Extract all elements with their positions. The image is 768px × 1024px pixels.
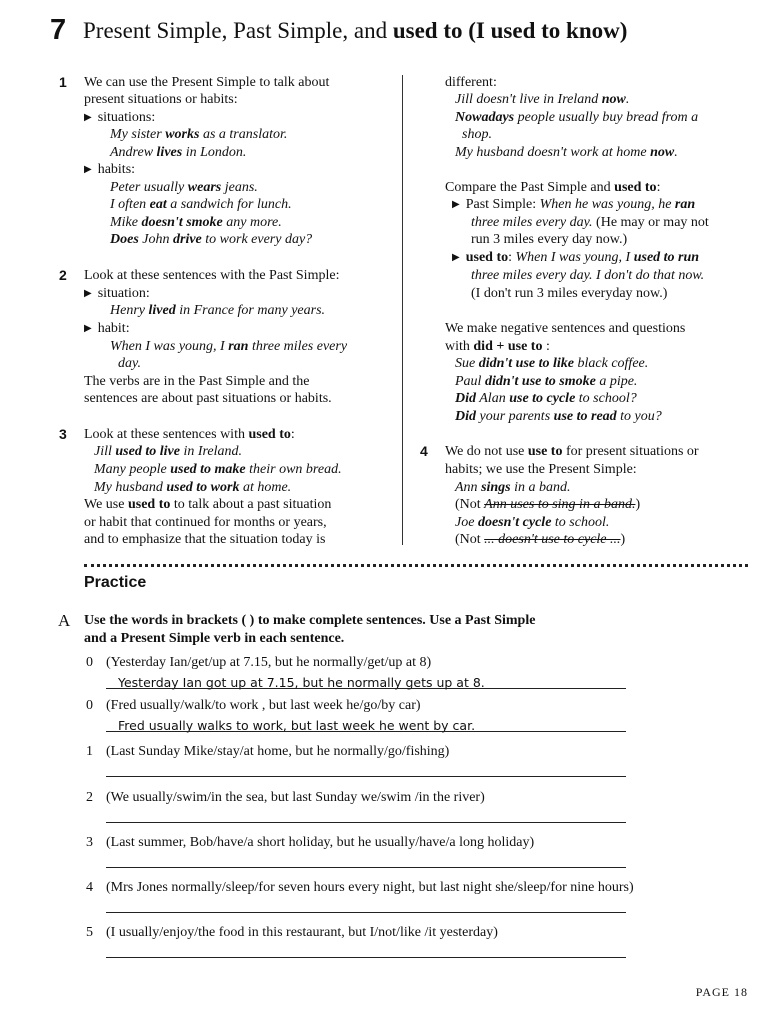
paragraph-line: present situations or habits: [84, 92, 238, 107]
bullet-past-simple: ▶ Past Simple: When he was young, he ran [452, 197, 696, 212]
answer-line[interactable] [106, 731, 626, 732]
triangle-bullet-icon: ▶ [84, 112, 92, 123]
example: (I don't run 3 miles everyday now.) [471, 286, 668, 301]
example: Sue didn't use to like black coffee. [455, 356, 649, 371]
example: My husband used to work at home. [94, 480, 292, 495]
instruction-line: and a Present Simple verb in each sentence. [84, 631, 345, 646]
paragraph-line: We make negative sentences and questions [445, 321, 686, 336]
answer-line[interactable] [106, 822, 626, 823]
chapter-title: Present Simple, Past Simple, and used to (I used to know) [83, 18, 628, 43]
example: (Not ... doesn't use to cycle ...) [455, 532, 626, 547]
example: three miles every day. (He may or may not [471, 215, 709, 230]
paragraph-line: or habit that continued for months or years, [84, 515, 327, 530]
bullet-habits: ▶ habits: [84, 162, 136, 177]
item-prompt: (Last summer, Bob/have/a short holiday, but he usually/have/a long holiday) [106, 835, 535, 850]
triangle-bullet-icon: ▶ [84, 164, 92, 175]
example: shop. [462, 127, 492, 142]
paragraph-line: with did + use to : [445, 339, 550, 354]
example: Many people used to make their own bread. [94, 462, 342, 477]
example: Does John drive to work every day? [110, 232, 313, 247]
triangle-bullet-icon: ▶ [84, 323, 92, 334]
bullet-used-to: ▶ used to: When I was young, I used to run [452, 250, 700, 265]
exercise-letter: A [58, 611, 71, 630]
answer-line[interactable] [106, 776, 626, 777]
example: run 3 miles every day now.) [471, 232, 628, 247]
section-number: 4 [420, 443, 428, 459]
item-prompt: (We usually/swim/in the sea, but last Sunday we/swim /in the river) [106, 790, 485, 805]
answer-line[interactable] [106, 688, 626, 689]
section-number: 1 [59, 74, 67, 90]
item-prompt: (Last Sunday Mike/stay/at home, but he normally/go/fishing) [106, 744, 450, 759]
paragraph-line: and to emphasize that the situation today is [84, 532, 326, 547]
paragraph-line: different: [445, 75, 497, 90]
paragraph-line: We use used to to talk about a past situation [84, 497, 332, 512]
example: day. [118, 356, 141, 371]
example: When I was young, I ran three miles every [110, 339, 348, 354]
paragraph-line: Look at these sentences with used to: [84, 427, 295, 442]
item-number: 3 [86, 835, 93, 850]
item-prompt: (Fred usually/walk/to work , but last week he/go/by car) [106, 698, 421, 713]
example: My husband doesn't work at home now. [455, 145, 678, 160]
paragraph-line: We do not use use to for present situations or [445, 444, 699, 459]
example: Did Alan use to cycle to school? [455, 391, 637, 406]
example: Ann sings in a band. [455, 480, 571, 495]
item-number: 1 [86, 744, 93, 759]
chapter-number: 7 [50, 14, 67, 46]
paragraph-line: habits; we use the Present Simple: [445, 462, 637, 477]
section-number: 3 [59, 426, 67, 442]
example: Paul didn't use to smoke a pipe. [455, 374, 638, 389]
triangle-bullet-icon: ▶ [452, 199, 460, 210]
example: Did your parents use to read to you? [455, 409, 662, 424]
example: (Not Ann uses to sing in a band.) [455, 497, 641, 512]
paragraph-line: The verbs are in the Past Simple and the [84, 374, 310, 389]
triangle-bullet-icon: ▶ [452, 252, 460, 263]
dotted-separator [84, 564, 748, 567]
bullet-situations: ▶ situations: [84, 110, 156, 125]
item-number: 0 [86, 698, 93, 713]
example: Henry lived in France for many years. [110, 303, 326, 318]
example: Peter usually wears jeans. [110, 180, 258, 195]
answer-text: Yesterday Ian got up at 7.15, but he normally gets up at 8. [118, 675, 485, 690]
page-number: PAGE 18 [695, 985, 748, 999]
bullet-situation: ▶ situation: [84, 286, 150, 301]
practice-heading: Practice [84, 574, 147, 591]
item-number: 4 [86, 880, 93, 895]
paragraph-line: Look at these sentences with the Past Simple: [84, 268, 340, 283]
example: Joe doesn't cycle to school. [455, 515, 610, 530]
bullet-habit: ▶ habit: [84, 321, 130, 336]
example: Jill doesn't live in Ireland now. [455, 92, 630, 107]
column-divider [402, 75, 403, 545]
example: Andrew lives in London. [110, 145, 247, 160]
item-number: 5 [86, 925, 93, 940]
answer-line[interactable] [106, 957, 626, 958]
item-prompt: (Yesterday Ian/get/up at 7.15, but he normally/get/up at 8) [106, 655, 432, 670]
example: Nowadays people usually buy bread from a [455, 110, 699, 125]
paragraph-line: Compare the Past Simple and used to: [445, 180, 661, 195]
paragraph-line: We can use the Present Simple to talk about [84, 75, 330, 90]
item-number: 2 [86, 790, 93, 805]
triangle-bullet-icon: ▶ [84, 288, 92, 299]
answer-text: Fred usually walks to work, but last week he went by car. [118, 718, 476, 733]
item-prompt: (Mrs Jones normally/sleep/for seven hours every night, but last night she/sleep/for nine hours) [106, 880, 634, 895]
paragraph-line: sentences are about past situations or habits. [84, 391, 332, 406]
section-number: 2 [59, 267, 67, 283]
example: I often eat a sandwich for lunch. [110, 197, 292, 212]
item-prompt: (I usually/enjoy/the food in this restaurant, but I/not/like /it yesterday) [106, 925, 498, 940]
answer-line[interactable] [106, 912, 626, 913]
item-number: 0 [86, 655, 93, 670]
example: My sister works as a translator. [110, 127, 288, 142]
answer-line[interactable] [106, 867, 626, 868]
instruction-line: Use the words in brackets ( ) to make complete sentences. Use a Past Simple [84, 613, 536, 628]
example: three miles every day. I don't do that now. [471, 268, 705, 283]
example: Mike doesn't smoke any more. [110, 215, 282, 230]
example: Jill used to live in Ireland. [94, 444, 243, 459]
